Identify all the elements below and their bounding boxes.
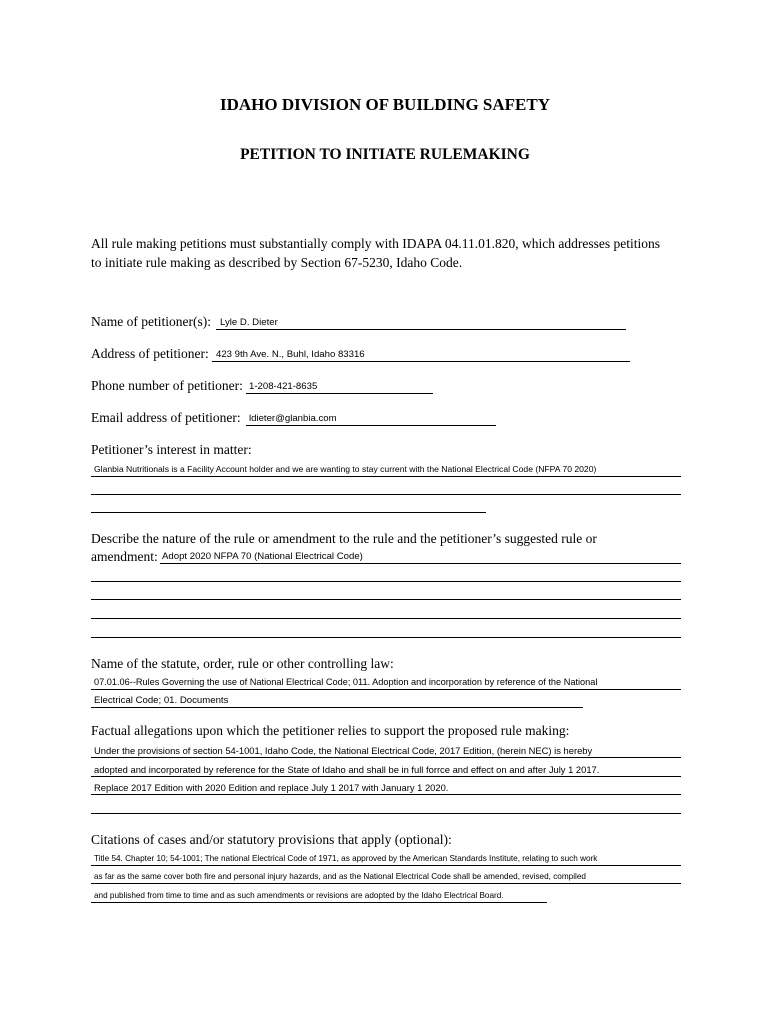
statute-label: Name of the statute, order, rule or other controlling law:: [91, 656, 394, 671]
intro-line-1: All rule making petitions must substantially comply with IDAPA 04.11.01.820, which addresses petitions: [91, 236, 660, 251]
address-label: Address of petitioner:: [91, 346, 209, 361]
form-title: PETITION TO INITIATE RULEMAKING: [240, 146, 530, 163]
citations-field-line-2[interactable]: as far as the same cover both fire and personal injury hazards, and as the National Electrical Code shall be amended, revised, compiled: [94, 872, 586, 881]
statute-underline-2: [91, 707, 583, 708]
address-underline: [212, 361, 630, 362]
address-field[interactable]: 423 9th Ave. N., Buhl, Idaho 83316: [216, 349, 365, 360]
factual-label: Factual allegations upon which the petitioner relies to support the proposed rule making:: [91, 723, 570, 738]
citations-underline-2: [91, 883, 681, 884]
rule-field[interactable]: Adopt 2020 NFPA 70 (National Electrical Code): [162, 551, 363, 562]
citations-field-line-1[interactable]: Title 54. Chapter 10; 54-1001; The national Electrical Code of 1971, as approved by the American Standards Institute, relating to such work: [94, 854, 598, 863]
intro-line-2: to initiate rule making as described by Section 67-5230, Idaho Code.: [91, 255, 463, 270]
factual-underline-4: [91, 813, 681, 814]
citations-label: Citations of cases and/or statutory provisions that apply (optional):: [91, 832, 452, 847]
email-underline: [246, 425, 496, 426]
rule-underline-1: [160, 563, 681, 564]
statute-field-line-1[interactable]: 07.01.06--Rules Governing the use of National Electrical Code; 011. Adoption and incorporation by reference of the National: [94, 677, 598, 687]
citations-underline-1: [91, 865, 681, 866]
factual-underline-1: [91, 757, 681, 758]
factual-field-line-2[interactable]: adopted and incorporated by reference for the State of Idaho and shall be in full forrce and effect on and after July 1 2017.: [94, 764, 600, 775]
agency-heading: IDAHO DIVISION OF BUILDING SAFETY: [220, 95, 550, 114]
factual-underline-2: [91, 776, 681, 777]
email-label: Email address of petitioner:: [91, 410, 241, 425]
name-underline: [216, 329, 626, 330]
factual-field-line-1[interactable]: Under the provisions of section 54-1001, Idaho Code, the National Electrical Code, 2017 Edition, (herein NEC) is hereby: [94, 745, 593, 756]
phone-label: Phone number of petitioner:: [91, 378, 243, 393]
statute-underline-1: [91, 689, 681, 690]
factual-field-line-3[interactable]: Replace 2017 Edition with 2020 Edition and replace July 1 2017 with January 1 2020.: [94, 782, 449, 793]
citations-field-line-3[interactable]: and published from time to time and as such amendments or revisions are adopted by the Idaho Electrical Board.: [94, 891, 504, 900]
rule-underline-3: [91, 599, 681, 600]
interest-label: Petitioner’s interest in matter:: [91, 442, 252, 457]
phone-field[interactable]: 1-208-421-8635: [249, 381, 318, 392]
rule-label-line-2: amendment:: [91, 549, 158, 564]
email-field[interactable]: ldieter@glanbia.com: [249, 413, 337, 424]
name-field[interactable]: Lyle D. Dieter: [220, 317, 278, 328]
statute-field-line-2[interactable]: Electrical Code; 01. Documents: [94, 695, 229, 706]
interest-field[interactable]: Glanbia Nutritionals is a Facility Account holder and we are wanting to stay current with the National Electrical Code (NFPA 70 2020): [94, 464, 597, 474]
rule-label-line-1: Describe the nature of the rule or amendment to the rule and the petitioner’s suggested rule or: [91, 531, 597, 546]
phone-underline: [246, 393, 433, 394]
interest-underline-1: [91, 476, 681, 477]
rule-underline-2: [91, 581, 681, 582]
interest-underline-3: [91, 512, 486, 513]
interest-underline-2: [91, 494, 681, 495]
factual-underline-3: [91, 794, 681, 795]
name-label: Name of petitioner(s):: [91, 314, 211, 329]
intro-paragraph: [91, 234, 691, 272]
citations-underline-3: [91, 902, 547, 903]
rule-underline-5: [91, 637, 681, 638]
rule-underline-4: [91, 618, 681, 619]
